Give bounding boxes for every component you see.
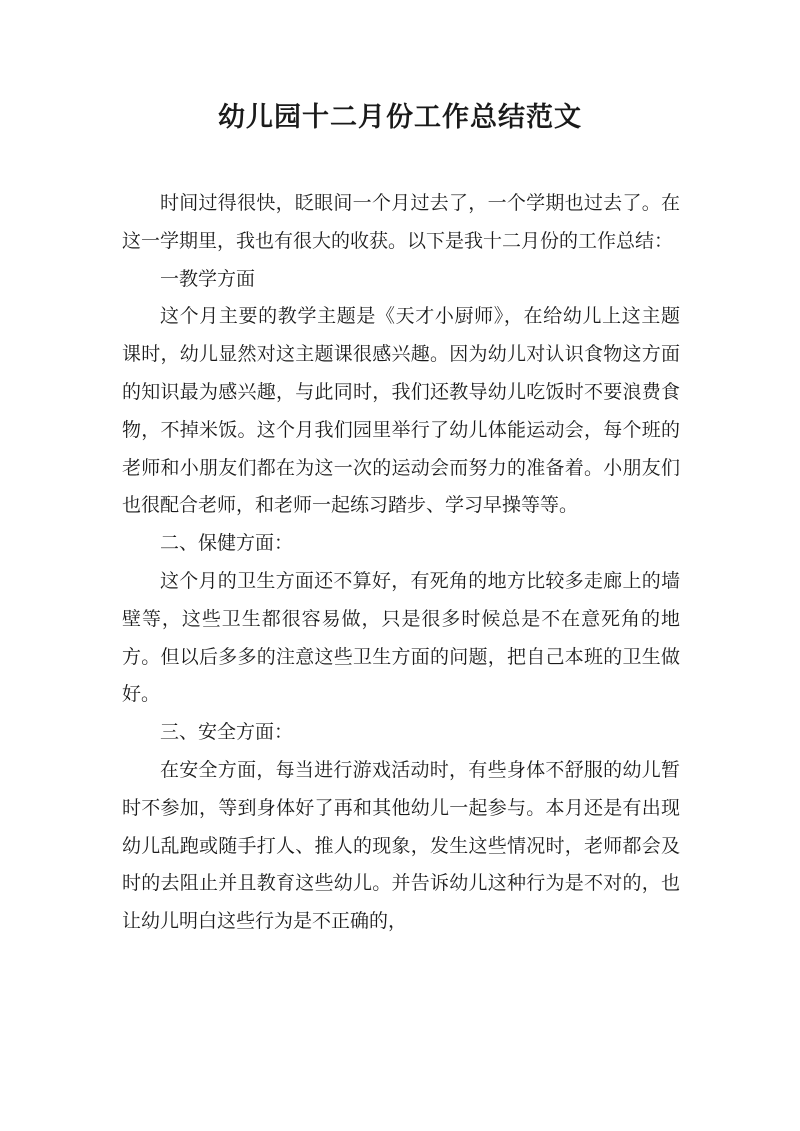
section-heading-safety: 三、安全方面： — [160, 721, 294, 744]
section-heading-teaching: 一教学方面 — [160, 267, 256, 290]
teaching-paragraph: 这个月主要的教学主题是《天才小厨师》，在给幼儿上这主题课时，幼儿显然对这主题课很感兴趣。因为幼儿对认识食物这方面的知识最为感兴趣，与此同时，我们还教导幼儿吃饭时不要浪费食物，不掉米饭。这个月我们园里举行了幼儿体能运动会，每个班的老师和小朋友们都在为这一次的运动会而努力的准备着。小朋友们也很配合老师，和老师一起练习踏步、学习早操等等。 — [122, 305, 680, 517]
document-title: 幼儿园十二月份工作总结范文 — [218, 102, 582, 133]
intro-paragraph: 时间过得很快，眨眼间一个月过去了，一个学期也过去了。在这一学期里，我也有很大的收获。以下是我十二月份的工作总结： — [122, 192, 680, 252]
safety-paragraph: 在安全方面，每当进行游戏活动时，有些身体不舒服的幼儿暂时不参加，等到身体好了再和其他幼儿一起参与。本月还是有出现幼儿乱跑或随手打人、推人的现象，发生这些情况时，老师都会及时的去阻止并且教育这些幼儿。并告诉幼儿这种行为是不对的，也让幼儿明白这些行为是不正确的， — [122, 758, 680, 933]
document-body — [122, 185, 680, 941]
section-heading-health: 二、保健方面： — [160, 532, 294, 555]
health-paragraph: 这个月的卫生方面还不算好，有死角的地方比较多走廊上的墙壁等，这些卫生都很容易做，只是很多时候总是不在意死角的地方。但以后多多的注意这些卫生方面的问题，把自己本班的卫生做好。 — [122, 569, 680, 706]
